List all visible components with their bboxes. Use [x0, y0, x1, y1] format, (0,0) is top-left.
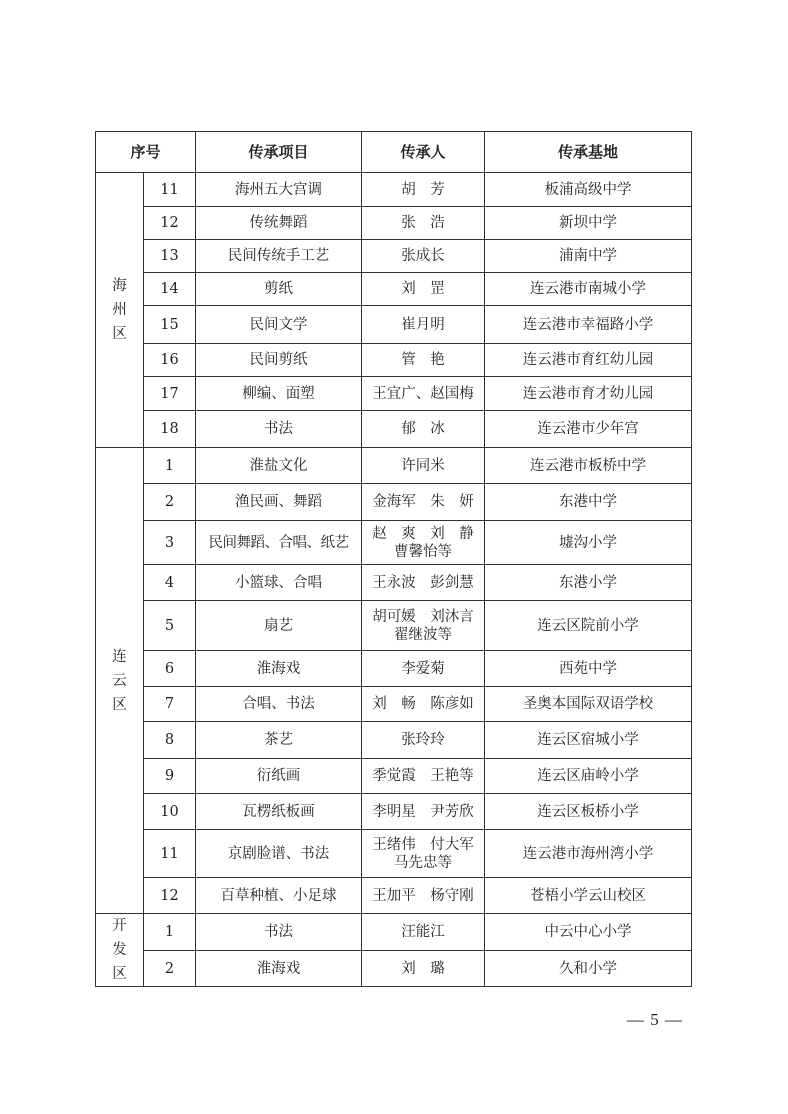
table-row — [96, 521, 692, 565]
table-row — [96, 794, 692, 830]
base-cell: 连云区板桥小学 — [485, 794, 692, 830]
base-cell: 新坝中学 — [485, 207, 692, 240]
serial-cell: 4 — [144, 565, 196, 601]
inheritor-cell: 季觉霞 王艳等 — [362, 759, 485, 794]
project-cell: 衍纸画 — [196, 759, 362, 794]
inheritor-cell: 许同米 — [362, 448, 485, 484]
header-serial: 序号 — [96, 132, 196, 173]
serial-cell: 7 — [144, 687, 196, 722]
base-cell: 连云港市海州湾小学 — [485, 830, 692, 878]
inheritor-cell: 郁 冰 — [362, 411, 485, 448]
serial-cell: 1 — [144, 914, 196, 951]
base-cell: 久和小学 — [485, 951, 692, 987]
base-cell: 圣奥本国际双语学校 — [485, 687, 692, 722]
base-cell: 连云区宿城小学 — [485, 722, 692, 759]
header-base: 传承基地 — [485, 132, 692, 173]
serial-cell: 8 — [144, 722, 196, 759]
region-cell — [96, 448, 144, 914]
table-row — [96, 565, 692, 601]
header-inheritor: 传承人 — [362, 132, 485, 173]
project-cell: 民间文学 — [196, 306, 362, 344]
base-cell: 连云港市幸福路小学 — [485, 306, 692, 344]
inheritor-cell: 金海军 朱 妍 — [362, 484, 485, 521]
inheritor-cell: 李明星 尹芳欣 — [362, 794, 485, 830]
inheritor-cell: 刘 璐 — [362, 951, 485, 987]
serial-cell: 2 — [144, 951, 196, 987]
table-row — [96, 722, 692, 759]
inheritor-cell: 汪能江 — [362, 914, 485, 951]
inheritor-cell: 李爱菊 — [362, 651, 485, 687]
header-project: 传承项目 — [196, 132, 362, 173]
project-cell: 瓦楞纸板画 — [196, 794, 362, 830]
region-label: 连云区 — [112, 648, 127, 713]
project-cell: 京剧脸谱、书法 — [196, 830, 362, 878]
region-cell — [96, 914, 144, 987]
serial-cell: 10 — [144, 794, 196, 830]
inheritor-cell: 张玲玲 — [362, 722, 485, 759]
base-cell: 连云港市少年宫 — [485, 411, 692, 448]
serial-cell: 14 — [144, 273, 196, 306]
serial-cell: 11 — [144, 173, 196, 207]
project-cell: 淮海戏 — [196, 951, 362, 987]
base-cell: 连云区庙岭小学 — [485, 759, 692, 794]
project-cell: 柳编、面塑 — [196, 377, 362, 411]
project-cell: 淮海戏 — [196, 651, 362, 687]
inheritor-cell: 王永波 彭剑慧 — [362, 565, 485, 601]
base-cell: 东港小学 — [485, 565, 692, 601]
project-cell: 海州五大宫调 — [196, 173, 362, 207]
region-label: 开发区 — [112, 918, 127, 982]
serial-cell: 5 — [144, 601, 196, 651]
table-row — [96, 484, 692, 521]
serial-cell: 6 — [144, 651, 196, 687]
base-cell: 连云港市育才幼儿园 — [485, 377, 692, 411]
table-row — [96, 344, 692, 377]
project-cell: 剪纸 — [196, 273, 362, 306]
project-cell: 扇艺 — [196, 601, 362, 651]
table-row — [96, 273, 692, 306]
inheritor-cell: 刘 畅 陈彦如 — [362, 687, 485, 722]
table-row — [96, 601, 692, 651]
serial-cell: 1 — [144, 448, 196, 484]
base-cell: 连云港市板桥中学 — [485, 448, 692, 484]
project-cell: 民间传统手工艺 — [196, 240, 362, 273]
inheritor-cell: 赵 爽 刘 静 曹馨怡等 — [362, 521, 485, 565]
project-cell: 民间舞蹈、合唱、纸艺 — [196, 521, 362, 565]
table-row — [96, 759, 692, 794]
serial-cell: 12 — [144, 207, 196, 240]
table-row — [96, 651, 692, 687]
table-row — [96, 306, 692, 344]
base-cell: 板浦高级中学 — [485, 173, 692, 207]
serial-cell: 13 — [144, 240, 196, 273]
base-cell: 中云中心小学 — [485, 914, 692, 951]
page-number: — 5 — — [627, 1010, 683, 1029]
region-cell — [96, 173, 144, 448]
region-label: 海州区 — [112, 278, 127, 342]
project-cell: 小篮球、合唱 — [196, 565, 362, 601]
serial-cell: 9 — [144, 759, 196, 794]
table-row — [96, 914, 692, 951]
serial-cell: 16 — [144, 344, 196, 377]
serial-cell: 3 — [144, 521, 196, 565]
project-cell: 百草种植、小足球 — [196, 878, 362, 914]
project-cell: 书法 — [196, 914, 362, 951]
table-row — [96, 411, 692, 448]
table-row — [96, 687, 692, 722]
serial-cell: 17 — [144, 377, 196, 411]
project-cell: 渔民画、舞蹈 — [196, 484, 362, 521]
table-row — [96, 448, 692, 484]
serial-cell: 15 — [144, 306, 196, 344]
base-cell: 东港中学 — [485, 484, 692, 521]
base-cell: 连云港市南城小学 — [485, 273, 692, 306]
project-cell: 茶艺 — [196, 722, 362, 759]
base-cell: 苍梧小学云山校区 — [485, 878, 692, 914]
base-cell: 连云区院前小学 — [485, 601, 692, 651]
base-cell: 西苑中学 — [485, 651, 692, 687]
project-cell: 淮盐文化 — [196, 448, 362, 484]
table-row — [96, 377, 692, 411]
table-row — [96, 830, 692, 878]
inheritor-cell: 王绪伟 付大军 马先忠等 — [362, 830, 485, 878]
table-header-row — [96, 132, 692, 173]
project-cell: 合唱、书法 — [196, 687, 362, 722]
inheritor-cell: 王加平 杨守刚 — [362, 878, 485, 914]
inheritor-cell: 胡 芳 — [362, 173, 485, 207]
heritage-table — [95, 131, 692, 987]
serial-cell: 18 — [144, 411, 196, 448]
project-cell: 传统舞蹈 — [196, 207, 362, 240]
inheritor-cell: 张 浩 — [362, 207, 485, 240]
base-cell: 浦南中学 — [485, 240, 692, 273]
inheritor-cell: 胡可媛 刘沐言 翟继波等 — [362, 601, 485, 651]
base-cell: 连云港市育红幼儿园 — [485, 344, 692, 377]
inheritor-cell: 刘 罡 — [362, 273, 485, 306]
inheritor-cell: 王宜广、赵国梅 — [362, 377, 485, 411]
base-cell: 墟沟小学 — [485, 521, 692, 565]
table-row — [96, 173, 692, 207]
project-cell: 书法 — [196, 411, 362, 448]
inheritor-cell: 崔月明 — [362, 306, 485, 344]
table-row — [96, 951, 692, 987]
serial-cell: 2 — [144, 484, 196, 521]
table-row — [96, 207, 692, 240]
serial-cell: 12 — [144, 878, 196, 914]
serial-cell: 11 — [144, 830, 196, 878]
project-cell: 民间剪纸 — [196, 344, 362, 377]
table-row — [96, 878, 692, 914]
table-row — [96, 240, 692, 273]
inheritor-cell: 张成长 — [362, 240, 485, 273]
inheritor-cell: 管 艳 — [362, 344, 485, 377]
